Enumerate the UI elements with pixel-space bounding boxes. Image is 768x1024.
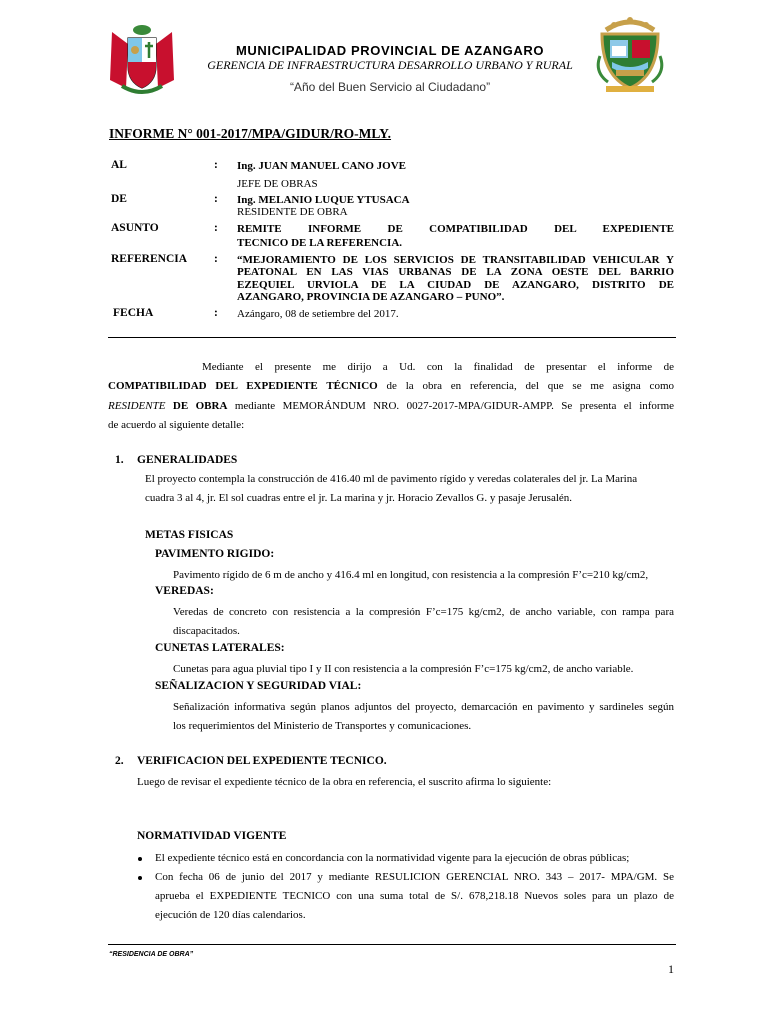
cunetas-title: CUNETAS LATERALES: [155,642,285,654]
de-colon: : [214,193,218,205]
normatividad-bullet-2-line-3: ejecución de 120 días calendarios. [155,909,306,921]
section-1-number: 1. [115,454,124,466]
footer-divider [108,944,676,945]
referencia-line-1: “MEJORAMIENTO DE LOS SERVICIOS DE TRANSITABILIDAD VEHICULAR Y [237,254,674,266]
section-2-title: VERIFICACION DEL EXPEDIENTE TECNICO. [137,755,387,767]
de-name: Ing. MELANIO LUQUE YTUSACA [237,194,410,206]
org-name: MUNICIPALIDAD PROVINCIAL DE AZANGARO [235,43,545,58]
year-motto: “Año del Buen Servicio al Ciudadano” [289,80,491,94]
referencia-line-2: PEATONAL EN LAS VIAS URBANAS DE LA ZONA OESTE DEL BARRIO [237,266,674,278]
pavimento-title: PAVIMENTO RIGIDO: [155,548,275,560]
veredas-title: VEREDAS: [155,585,214,597]
intro-de-obra: DE OBRA [165,400,228,412]
asunto-line-1: REMITE INFORME DE COMPATIBILIDAD DEL EXPEDIENTE [237,223,674,235]
asunto-line-2: TECNICO DE LA REFERENCIA. [237,237,403,249]
peru-coat-of-arms-logo [106,22,178,96]
fecha-label: FECHA [113,307,154,319]
intro-line-4: de acuerdo al siguiente detalle: [108,419,245,431]
senalizacion-line-1: Señalización informativa según planos adjuntos del proyecto, demarcación en pavimento y sardineles según [173,701,674,713]
referencia-colon: : [214,253,218,265]
page-number: 1 [668,962,674,976]
intro-line-1: Mediante el presente me dirijo a Ud. con la finalidad de presentar el informe de [202,361,674,373]
section-1-line-2: cuadra 3 al 4, jr. El sol cuadras entre el jr. La marina y jr. Horacio Zevallos G. y pasaje Jerusalén. [145,492,573,504]
al-colon: : [214,159,218,171]
intro-line-3 [108,397,674,417]
bullet-2-icon [138,876,142,880]
veredas-line-1: Veredas de concreto con resistencia a la compresión F’c=175 kg/cm2, de ancho variable, con rampa para [173,606,674,618]
normatividad-bullet-2-line-2: aprueba el EXPEDIENTE TECNICO con una suma total de S/. 678,218.18 Nuevos soles para un plazo de [155,890,674,902]
section-2-number: 2. [115,755,124,767]
senalizacion-title: SEÑALIZACION Y SEGURIDAD VIAL: [155,680,362,692]
informe-title: INFORME N° 001-2017/MPA/GIDUR/RO-MLY. [109,126,392,141]
section-2-line-1: Luego de revisar el expediente técnico de la obra en referencia, el suscrito afirma lo siguiente: [137,776,552,788]
cunetas-text: Cunetas para agua pluvial tipo I y II con resistencia a la compresión F’c=175 kg/cm2, de ancho variable. [173,663,634,675]
fecha-colon: : [214,307,218,319]
intro-line-2-text: de la obra en referencia, del que se me asigna como [377,380,674,392]
veredas-line-2: discapacitados. [173,625,240,637]
section-1-line-1: El proyecto contempla la construcción de 416.40 ml de pavimento rígido y veredas colaterales del jr. La Marina [145,473,638,485]
bullet-1-icon [138,857,142,861]
al-label: AL [111,159,127,171]
pavimento-text: Pavimento rígido de 6 m de ancho y 416.4 ml en longitud, con resistencia a la compresión F’c=210 kg/cm2, [173,569,649,581]
referencia-line-3: EZEQUIEL URVIOLA DE LA CIUDAD DE AZANGARO, DISTRITO DE [237,279,674,291]
normatividad-bullet-1: El expediente técnico está en concordancia con la normatividad vigente para la ejecución de obras públicas; [155,852,630,864]
al-name: Ing. JUAN MANUEL CANO JOVE [237,160,406,172]
al-role: JEFE DE OBRAS [237,178,318,190]
fecha-value: Azángaro, 08 de setiembre del 2017. [237,308,399,320]
intro-highlight: COMPATIBILIDAD DEL EXPEDIENTE TÉCNICO [108,380,378,392]
header-divider [108,337,676,338]
intro-residente: RESIDENTE [108,400,166,412]
intro-line-2 [108,377,674,397]
normatividad-title: NORMATIVIDAD VIGENTE [137,830,287,842]
footer-text: “RESIDENCIA DE OBRA” [109,951,194,958]
asunto-label: ASUNTO [111,222,159,234]
intro-line-3-text: mediante MEMORÁNDUM NRO. 0027-2017-MPA/GIDUR-AMPP. Se presenta el informe [227,400,675,412]
referencia-line-4: AZANGARO, PROVINCIA DE AZANGARO – PUNO”. [237,291,505,303]
metas-title: METAS FISICAS [145,529,234,541]
department-name: GERENCIA DE INFRAESTRUCTURA DESARROLLO URBANO Y RURAL [207,58,573,72]
normatividad-bullet-2-line-1: Con fecha 06 de junio del 2017 y mediante RESULICION GERENCIAL NRO. 343 – 2017- MPA/GM. Se [155,871,674,883]
referencia-label: REFERENCIA [111,253,188,265]
section-1-title: GENERALIDADES [137,454,238,466]
senalizacion-line-2: los requerimientos del Ministerio de Transportes y comunicaciones. [173,720,472,732]
asunto-colon: : [214,222,218,234]
de-role: RESIDENTE DE OBRA [237,206,348,218]
de-label: DE [111,193,127,205]
azangaro-municipal-logo [594,16,666,96]
